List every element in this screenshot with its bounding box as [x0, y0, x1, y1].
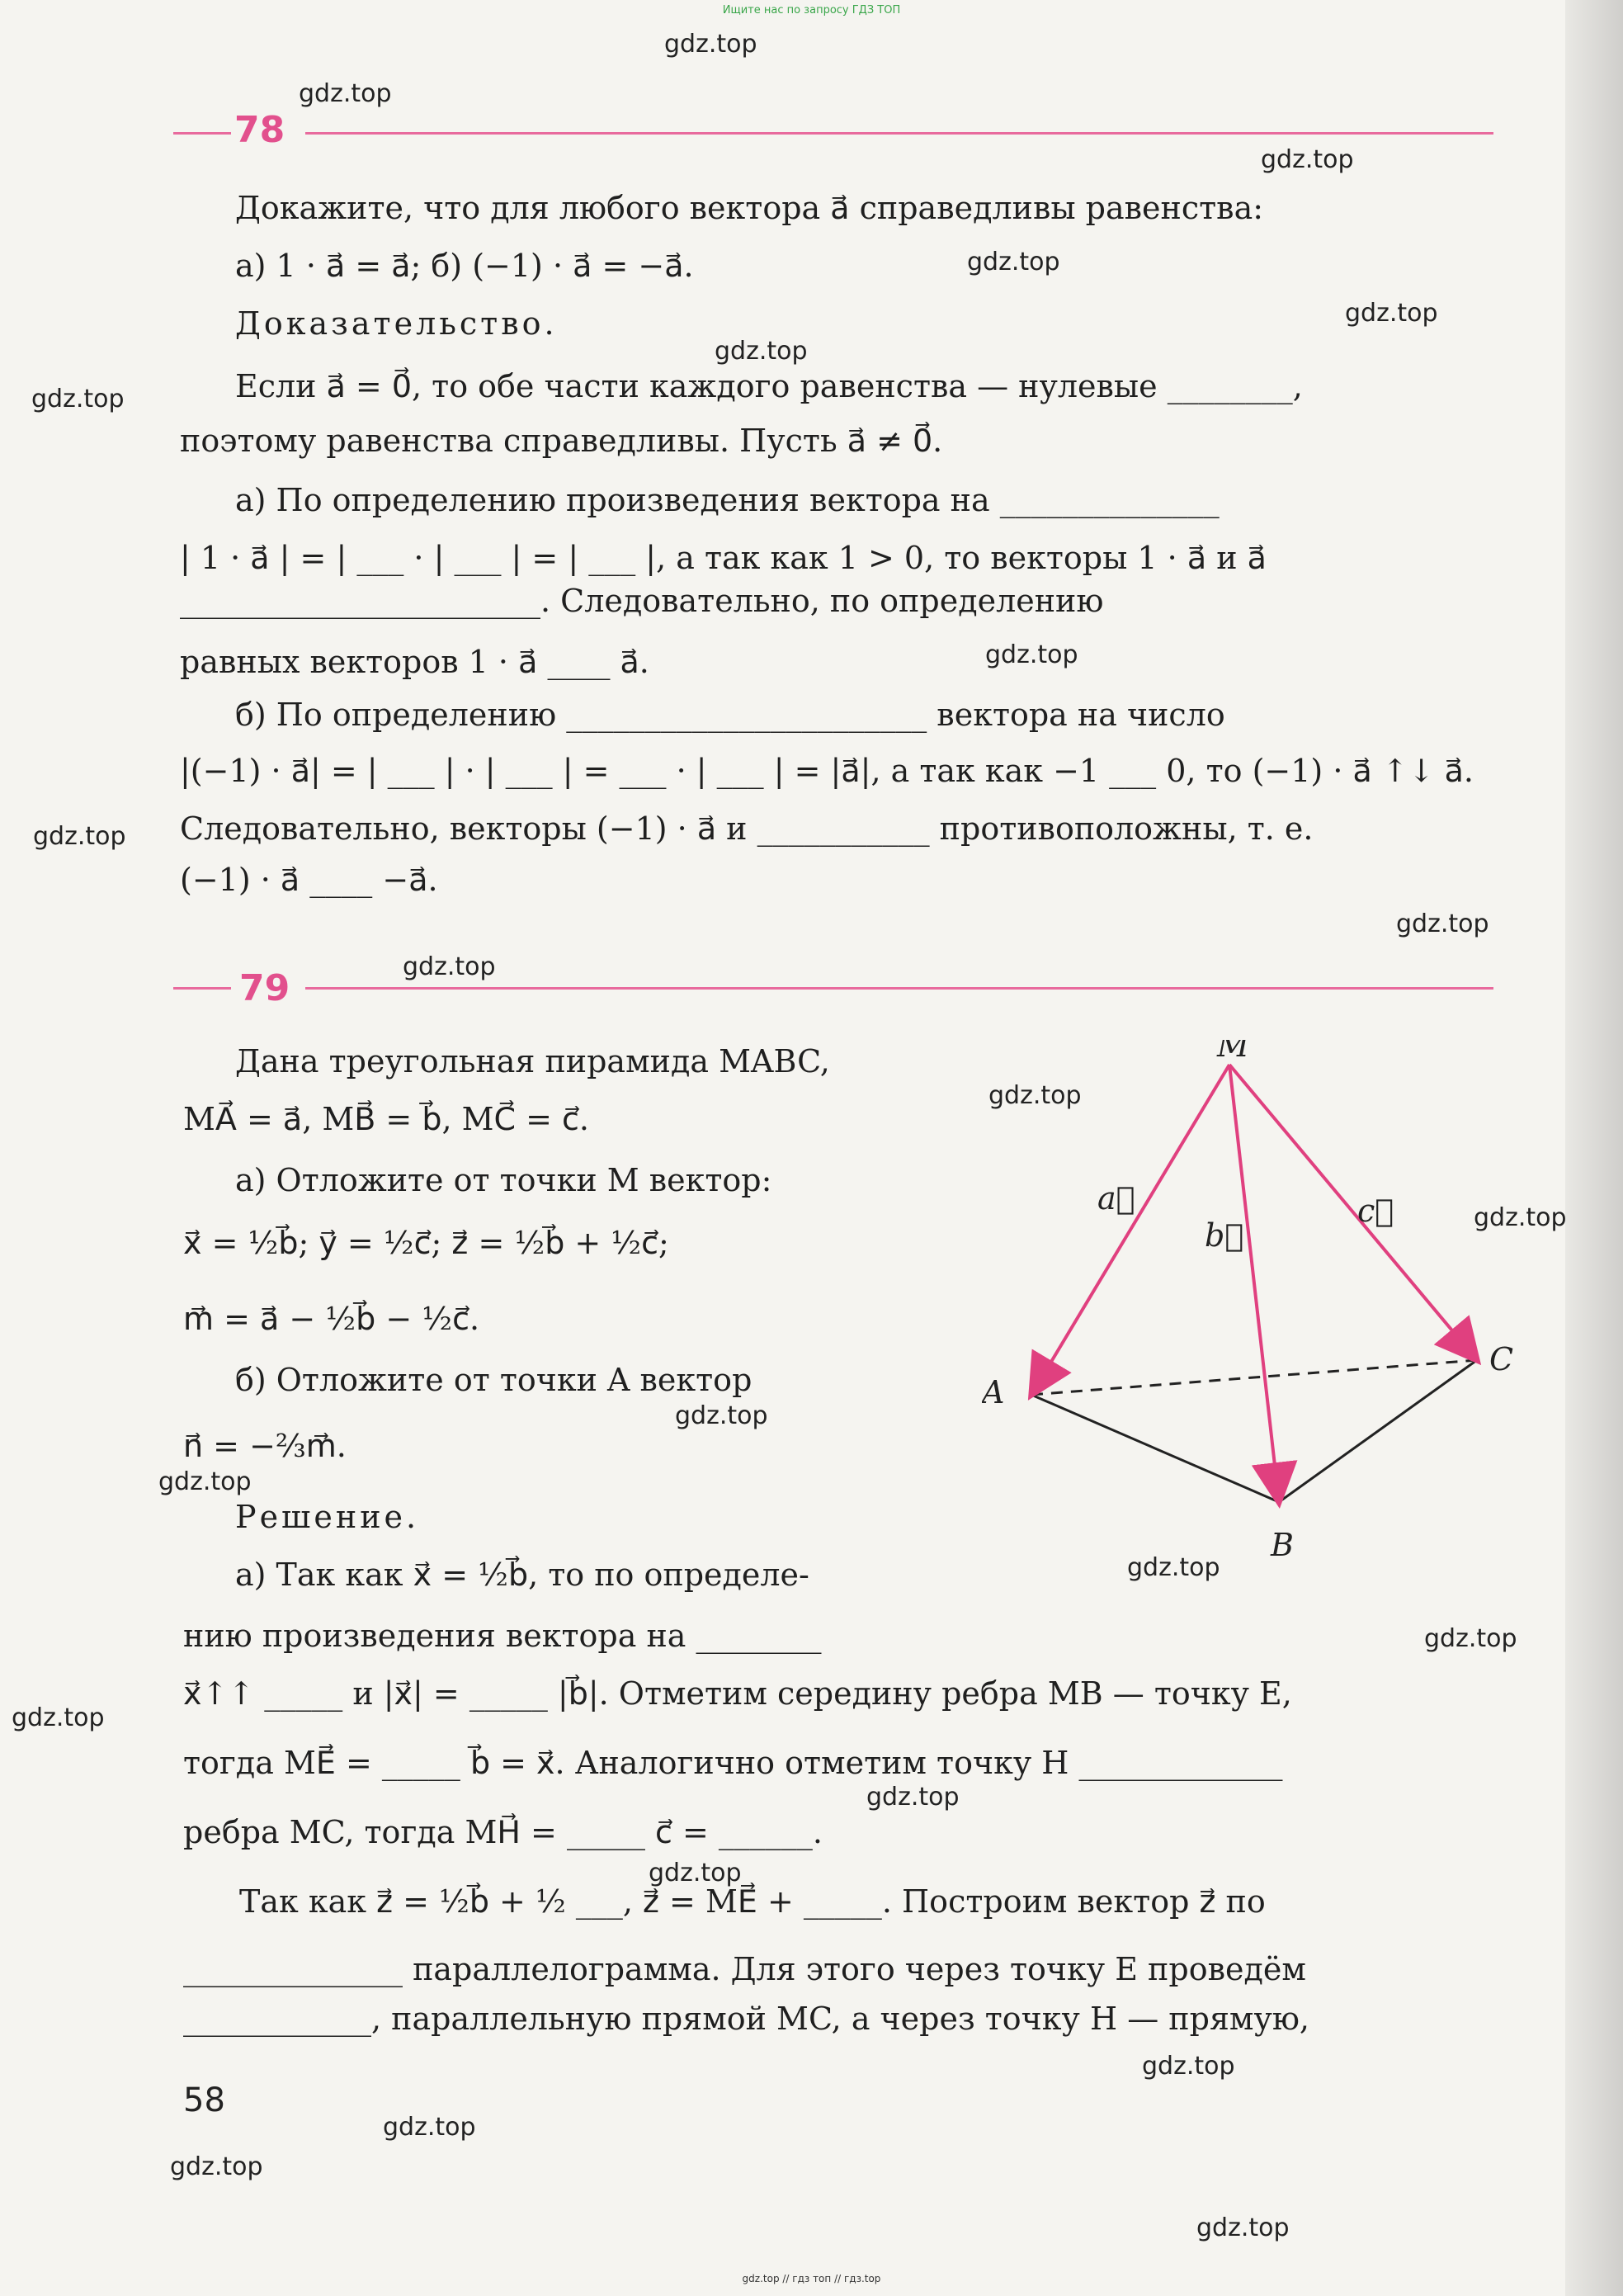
label-c: C [1489, 1341, 1514, 1377]
task79-line-5: б) Отложите от точки A вектор [235, 1362, 753, 1398]
task79-line-0: Дана треугольная пирамида MABC, [235, 1043, 830, 1079]
watermark: gdz.top [866, 1783, 960, 1812]
label-m: M [1217, 1040, 1249, 1064]
watermark: gdz.top [664, 30, 757, 59]
vector-ma [1031, 1065, 1229, 1395]
task78-line-0: Докажите, что для любого вектора a⃗ справедливы равенства: [235, 190, 1264, 226]
watermark: gdz.top [1127, 1553, 1220, 1582]
task78-line-10: |(−1) · a⃗| = | ___ | · | ___ | = ___ · | ___ | = |a⃗|, а так как −1 ___ 0, то (−1) · a⃗ ↑↓ a⃗. [180, 753, 1474, 789]
task-number-79: 79 [239, 967, 290, 1009]
watermark: gdz.top [12, 1703, 105, 1732]
task79-line-11: тогда ME⃗ = _____ b⃗ = x⃗. Аналогично отметим точку H _____________ [183, 1745, 1283, 1781]
label-vec-b: b⃗ [1205, 1217, 1244, 1254]
task78-line-3: Если a⃗ = 0⃗, то обе части каждого равенства — нулевые ________, [235, 368, 1303, 404]
watermark: gdz.top [1345, 299, 1438, 328]
label-a: A [982, 1374, 1005, 1410]
task-78-rule-left [173, 132, 231, 135]
watermark: gdz.top [988, 1081, 1082, 1110]
task79-line-9: нию произведения вектора на ________ [183, 1618, 822, 1654]
task78-line-2: Доказательство. [235, 305, 558, 342]
task79-line-12: ребра MC, тогда MH⃗ = _____ c⃗ = ______. [183, 1814, 823, 1850]
watermark: gdz.top [1196, 2213, 1290, 2242]
task78-line-9: б) По определению _______________________ вектора на число [235, 697, 1225, 733]
task78-line-4: поэтому равенства справедливы. Пусть a⃗ ≠ 0⃗. [180, 423, 943, 459]
label-vec-a: a⃗ [1097, 1180, 1135, 1217]
task79-line-14: ______________ параллелограмма. Для этого через точку E проведём [183, 1951, 1306, 1987]
task78-line-5: а) По определению произведения вектора на ______________ [235, 482, 1220, 518]
watermark: gdz.top [158, 1467, 252, 1496]
label-b: B [1271, 1527, 1294, 1563]
task-79-rule-left [173, 987, 231, 990]
task79-line-7: Решение. [235, 1499, 420, 1535]
page-edge-shadow [1565, 0, 1623, 2296]
watermark: gdz.top [1261, 145, 1354, 174]
vector-mc [1229, 1065, 1477, 1360]
task-79-rule-right [305, 987, 1493, 990]
watermark: gdz.top [715, 337, 808, 366]
watermark: gdz.top [1424, 1624, 1517, 1653]
watermark: gdz.top [31, 385, 125, 413]
watermark: gdz.top [33, 822, 126, 851]
page-number: 58 [183, 2081, 225, 2119]
watermark: gdz.top [1474, 1203, 1567, 1232]
task79-line-13: Так как z⃗ = ½b⃗ + ½ ___, z⃗ = ME⃗ + _____. Построим вектор z⃗ по [239, 1883, 1266, 1920]
task79-line-8: а) Так как x⃗ = ½b⃗, то по определе- [235, 1557, 809, 1593]
watermark: gdz.top [985, 640, 1078, 669]
edge-ab [1031, 1395, 1279, 1502]
task78-line-11: Следовательно, векторы (−1) · a⃗ и ___________ противоположны, т. е. [180, 810, 1314, 847]
task79-line-3: x⃗ = ½b⃗; y⃗ = ½c⃗; z⃗ = ½b⃗ + ½c⃗; [183, 1225, 669, 1261]
task79-line-2: а) Отложите от точки M вектор: [235, 1162, 772, 1198]
watermark: gdz.top [1142, 2052, 1235, 2081]
watermark: gdz.top [299, 79, 392, 108]
task-number-78: 78 [234, 109, 285, 151]
edge-ac [1031, 1360, 1477, 1395]
pyramid-figure [982, 1040, 1526, 1585]
task78-line-12: (−1) · a⃗ ____ −a⃗. [180, 862, 438, 898]
watermark: gdz.top [675, 1401, 768, 1430]
vector-mb [1229, 1065, 1279, 1502]
watermark: gdz.top [403, 952, 496, 981]
watermark: gdz.top [649, 1859, 742, 1887]
label-vec-c: c⃗ [1357, 1193, 1394, 1229]
bottom-banner: gdz.top // гдз топ // гдз.top [742, 2273, 881, 2284]
edge-bc [1279, 1360, 1477, 1502]
pyramid-svg [982, 1040, 1526, 1585]
task78-line-8: равных векторов 1 · a⃗ ____ a⃗. [180, 644, 649, 680]
task79-line-6: n⃗ = −⅔m⃗. [183, 1428, 347, 1464]
watermark: gdz.top [170, 2152, 263, 2181]
watermark: gdz.top [383, 2113, 476, 2142]
task78-line-6: | 1 · a⃗ | = | ___ · | ___ | = | ___ |, а так как 1 > 0, то векторы 1 · a⃗ и a⃗ [180, 540, 1267, 576]
task79-line-10: x⃗↑↑ _____ и |x⃗| = _____ |b⃗|. Отметим середину ребра MB — точку E, [183, 1675, 1292, 1712]
top-banner: Ищите нас по запросу ГДЗ ТОП [722, 4, 901, 17]
task78-line-7: _______________________. Следовательно, по определению [180, 583, 1104, 619]
task78-line-1: а) 1 · a⃗ = a⃗; б) (−1) · a⃗ = −a⃗. [235, 248, 694, 284]
task79-line-1: MA⃗ = a⃗, MB⃗ = b⃗, MC⃗ = c⃗. [183, 1101, 590, 1137]
watermark: gdz.top [967, 248, 1060, 276]
task79-line-15: ____________, параллельную прямой MC, а через точку H — прямую, [183, 2001, 1309, 2037]
task-78-rule-right [305, 132, 1493, 135]
watermark: gdz.top [1396, 909, 1489, 938]
task79-line-4: m⃗ = a⃗ − ½b⃗ − ½c⃗. [183, 1301, 480, 1337]
